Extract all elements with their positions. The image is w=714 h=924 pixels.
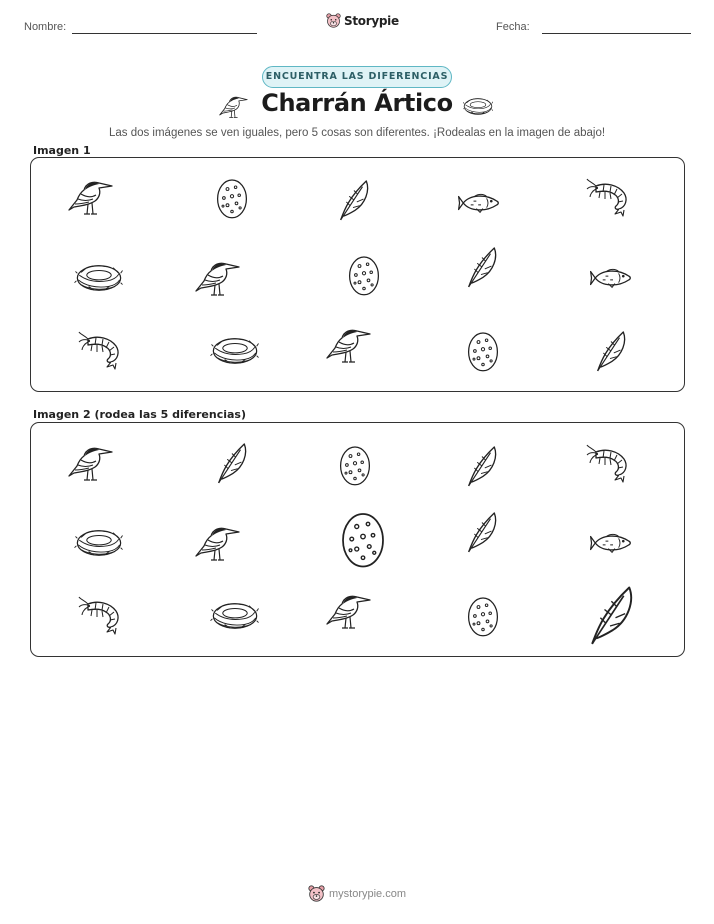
- tern-icon: [68, 442, 118, 482]
- egg-icon: [338, 508, 388, 570]
- fish-icon: [589, 264, 637, 292]
- worksheet-title: Charrán Ártico: [261, 89, 453, 117]
- nest-title-icon: [463, 96, 493, 117]
- name-label: Nombre:: [24, 21, 67, 33]
- feather-icon: [462, 244, 500, 290]
- brand-name: Storypie: [344, 13, 399, 28]
- bear-logo-icon: [308, 885, 325, 902]
- nest-icon: [210, 335, 260, 367]
- feather-icon: [462, 443, 500, 489]
- egg-icon: [337, 442, 373, 488]
- shrimp-icon: [586, 177, 636, 217]
- shrimp-icon: [78, 330, 128, 370]
- tern-icon: [195, 522, 245, 562]
- nest-icon: [74, 527, 124, 559]
- nest-icon: [210, 600, 260, 632]
- feather-icon: [334, 177, 372, 223]
- name-field[interactable]: [72, 33, 257, 34]
- tern-icon: [68, 176, 118, 216]
- date-field[interactable]: [542, 33, 691, 34]
- fish-icon: [457, 189, 505, 217]
- egg-icon: [465, 593, 501, 639]
- image1-label: Imagen 1: [33, 144, 91, 157]
- fish-icon: [589, 529, 637, 557]
- egg-icon: [346, 252, 382, 298]
- footer: [0, 885, 714, 902]
- tern-icon: [326, 590, 376, 630]
- egg-icon: [465, 328, 501, 374]
- nest-icon: [74, 262, 124, 294]
- feather-icon: [582, 582, 638, 648]
- image2-label: Imagen 2 (rodea las 5 diferencias): [33, 408, 247, 421]
- feather-icon: [212, 440, 250, 486]
- activity-badge: ENCUENTRA LAS DIFERENCIAS: [262, 66, 452, 88]
- shrimp-icon: [586, 443, 636, 483]
- footer-site[interactable]: mystorypie.com: [328, 887, 407, 900]
- feather-icon: [462, 509, 500, 555]
- egg-icon: [214, 176, 250, 220]
- brand-logo: [326, 13, 399, 28]
- feather-icon: [591, 328, 629, 374]
- tern-icon: [195, 257, 245, 297]
- date-label: Fecha:: [496, 21, 530, 33]
- shrimp-icon: [78, 595, 128, 635]
- instructions: Las dos imágenes se ven iguales, pero 5 cosas son diferentes. ¡Rodealas en la imagen de abajo!: [108, 127, 606, 139]
- tern-icon: [326, 324, 376, 364]
- bear-logo-icon: [326, 13, 341, 28]
